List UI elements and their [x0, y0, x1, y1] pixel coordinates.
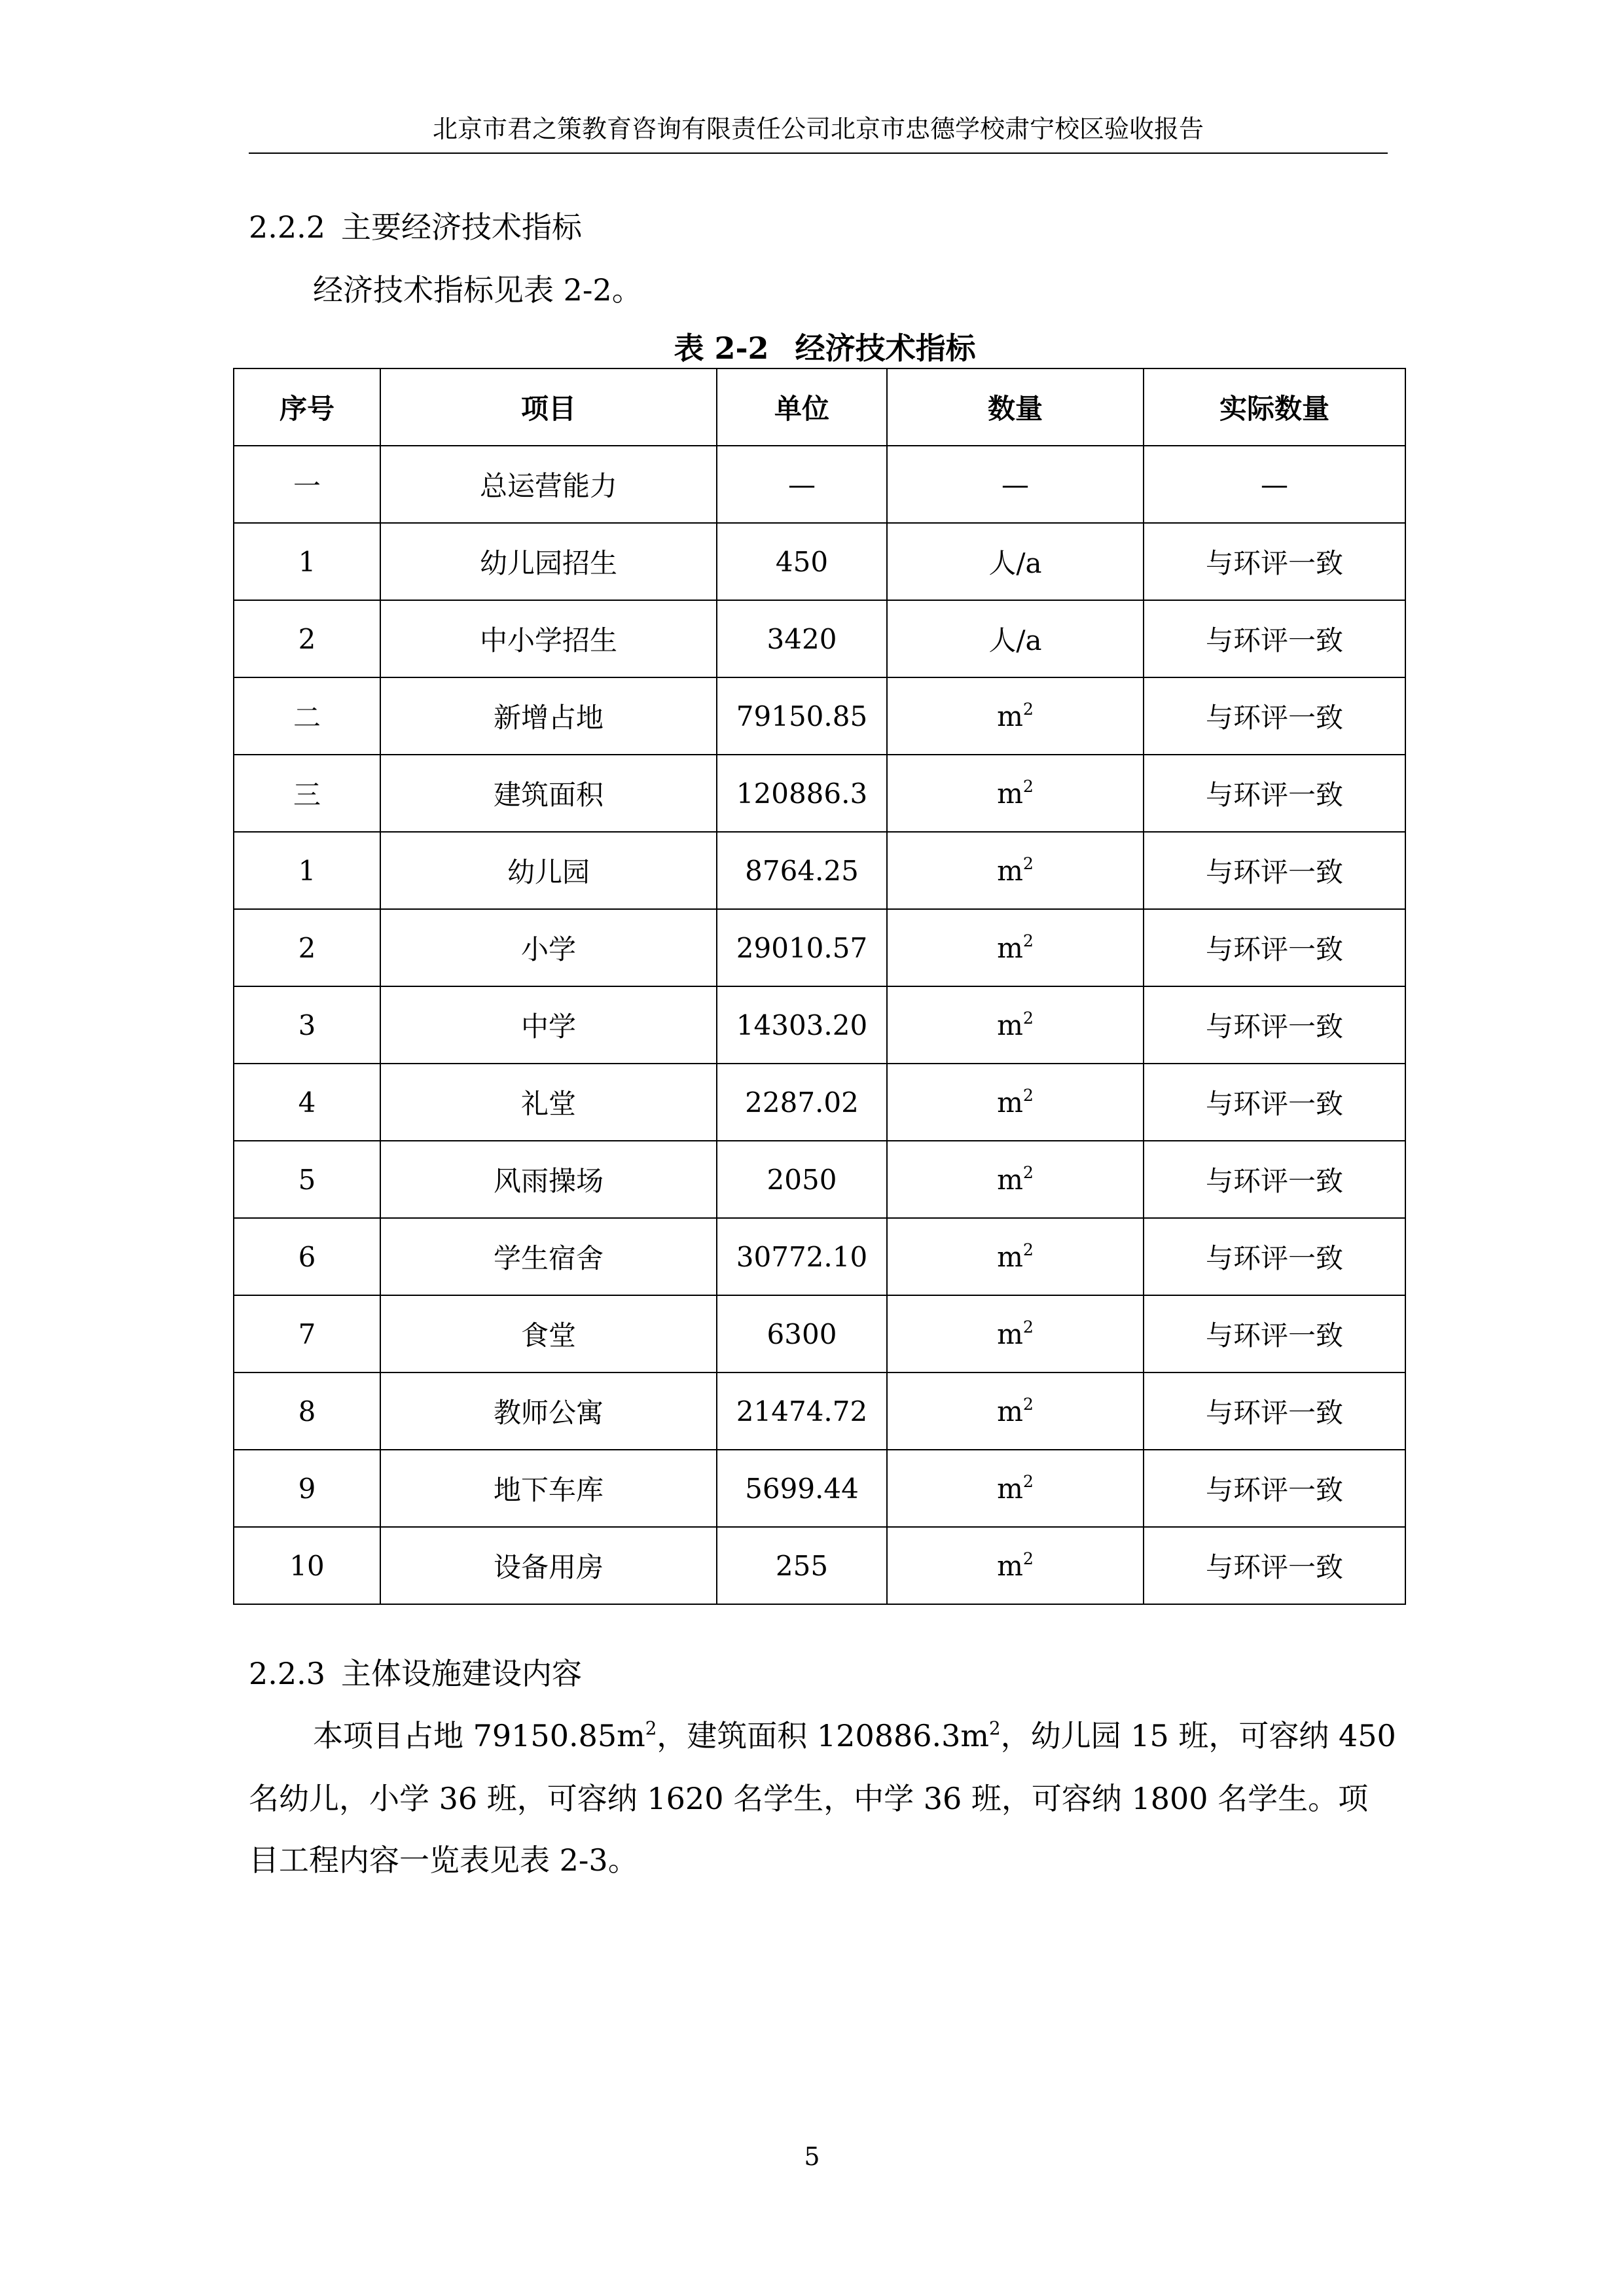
table-row — [234, 1450, 1405, 1527]
table-caption-number: 表 2-2 — [674, 331, 769, 366]
value-cell: — — [717, 446, 887, 523]
section-heading-2-2-3 — [249, 1654, 582, 1693]
unit-cell: $m^2$ — [887, 1527, 1144, 1604]
value-cell: 21474.72 — [717, 1372, 887, 1450]
seq-cell: 9 — [234, 1450, 380, 1527]
unit-cell: $m^2$ — [887, 755, 1144, 832]
table-row — [234, 446, 1405, 523]
item-cell: 幼儿园招生 — [380, 523, 717, 600]
table-row — [234, 1064, 1405, 1141]
value-cell: 450 — [717, 523, 887, 600]
table-row — [234, 832, 1405, 909]
value-cell: 8764.25 — [717, 832, 887, 909]
actual-cell: 与环评一致 — [1144, 909, 1405, 986]
item-cell: 地下车库 — [380, 1450, 717, 1527]
actual-cell: 与环评一致 — [1144, 1450, 1405, 1527]
header-cell: 单位 — [717, 368, 887, 446]
table-row — [234, 677, 1405, 755]
table-row — [234, 523, 1405, 600]
item-cell: 风雨操场 — [380, 1141, 717, 1218]
running-header: 北京市君之策教育咨询有限责任公司北京市忠德学校肃宁校区验收报告 — [432, 115, 1204, 143]
body-paragraph-line-1: 本项目占地 $79150.85m^2$，建筑面积 $120886.3m^2$，幼儿园 15 班，可容纳 450 — [313, 1717, 1396, 1753]
unit-cell: $m^2$ — [887, 1064, 1144, 1141]
item-cell: 总运营能力 — [380, 446, 717, 523]
section-title: 主体设施建设内容 — [341, 1656, 583, 1691]
seq-cell: 二 — [234, 677, 380, 755]
body-paragraph-line-2: 名幼儿，小学 36 班，可容纳 1620 名学生，中学 36 班，可容纳 1800 名学生。项 — [249, 1781, 1369, 1816]
table-row — [234, 909, 1405, 986]
unit-cell: $m^2$ — [887, 909, 1144, 986]
table-row — [234, 1372, 1405, 1450]
item-cell: 新增占地 — [380, 677, 717, 755]
unit-cell: $m^2$ — [887, 1295, 1144, 1372]
seq-cell: 三 — [234, 755, 380, 832]
actual-cell: 与环评一致 — [1144, 1218, 1405, 1295]
actual-cell: 与环评一致 — [1144, 1295, 1405, 1372]
table-row — [234, 1218, 1405, 1295]
unit-cell: $m^2$ — [887, 832, 1144, 909]
seq-cell: 4 — [234, 1064, 380, 1141]
item-cell: 教师公寓 — [380, 1372, 717, 1450]
table-body — [234, 446, 1405, 1604]
table-caption-title: 经济技术指标 — [795, 331, 976, 366]
seq-cell: 2 — [234, 600, 380, 677]
page-number: 5 — [804, 2142, 820, 2171]
value-cell: 120886.3 — [717, 755, 887, 832]
unit-cell: $m^2$ — [887, 986, 1144, 1064]
seq-cell: 6 — [234, 1218, 380, 1295]
unit-cell: $m^2$ — [887, 677, 1144, 755]
seq-cell: 2 — [234, 909, 380, 986]
actual-cell: 与环评一致 — [1144, 1527, 1405, 1604]
table-row — [234, 986, 1405, 1064]
actual-cell: 与环评一致 — [1144, 832, 1405, 909]
table-row — [234, 755, 1405, 832]
item-cell: 小学 — [380, 909, 717, 986]
value-cell: 30772.10 — [717, 1218, 887, 1295]
seq-cell: 10 — [234, 1527, 380, 1604]
unit-cell: — — [887, 446, 1144, 523]
actual-cell: 与环评一致 — [1144, 600, 1405, 677]
table-row — [234, 1295, 1405, 1372]
actual-cell: 与环评一致 — [1144, 1141, 1405, 1218]
actual-cell: 与环评一致 — [1144, 677, 1405, 755]
unit-cell: $m^2$ — [887, 1141, 1144, 1218]
unit-cell: $m^2$ — [887, 1450, 1144, 1527]
actual-cell: 与环评一致 — [1144, 986, 1405, 1064]
header-cell: 序号 — [234, 368, 380, 446]
seq-cell: 一 — [234, 446, 380, 523]
unit-cell: $m^2$ — [887, 1372, 1144, 1450]
seq-cell: 7 — [234, 1295, 380, 1372]
seq-cell: 8 — [234, 1372, 380, 1450]
table-caption — [249, 329, 1401, 368]
seq-cell: 1 — [234, 832, 380, 909]
actual-cell: — — [1144, 446, 1405, 523]
intro-paragraph: 经济技术指标见表 2-2。 — [313, 272, 642, 308]
actual-cell: 与环评一致 — [1144, 1064, 1405, 1141]
value-cell: 14303.20 — [717, 986, 887, 1064]
seq-cell: 1 — [234, 523, 380, 600]
unit-cell: 人/a — [887, 523, 1144, 600]
section-number: 2.2.3 — [249, 1656, 326, 1691]
actual-cell: 与环评一致 — [1144, 755, 1405, 832]
actual-cell: 与环评一致 — [1144, 1372, 1405, 1450]
item-cell: 食堂 — [380, 1295, 717, 1372]
actual-cell: 与环评一致 — [1144, 523, 1405, 600]
table-header-row — [234, 368, 1405, 446]
item-cell: 学生宿舍 — [380, 1218, 717, 1295]
body-paragraph-line-3: 目工程内容一览表见表 2-3。 — [249, 1842, 638, 1878]
item-cell: 幼儿园 — [380, 832, 717, 909]
seq-cell: 3 — [234, 986, 380, 1064]
section-title: 主要经济技术指标 — [341, 209, 583, 245]
section-heading-2-2-2 — [249, 207, 582, 247]
section-number: 2.2.2 — [249, 209, 326, 245]
table-row — [234, 1527, 1405, 1604]
seq-cell: 5 — [234, 1141, 380, 1218]
header-divider — [249, 152, 1388, 154]
item-cell: 中小学招生 — [380, 600, 717, 677]
header-cell: 项目 — [380, 368, 717, 446]
value-cell: 6300 — [717, 1295, 887, 1372]
item-cell: 中学 — [380, 986, 717, 1064]
unit-cell: $m^2$ — [887, 1218, 1144, 1295]
value-cell: 5699.44 — [717, 1450, 887, 1527]
value-cell: 79150.85 — [717, 677, 887, 755]
item-cell: 建筑面积 — [380, 755, 717, 832]
item-cell: 设备用房 — [380, 1527, 717, 1604]
table-row — [234, 600, 1405, 677]
value-cell: 29010.57 — [717, 909, 887, 986]
item-cell: 礼堂 — [380, 1064, 717, 1141]
table-row — [234, 1141, 1405, 1218]
header-cell: 实际数量 — [1144, 368, 1405, 446]
value-cell: 2287.02 — [717, 1064, 887, 1141]
unit-cell: 人/a — [887, 600, 1144, 677]
econ-indicator-table — [233, 368, 1406, 1605]
value-cell: 2050 — [717, 1141, 887, 1218]
header-cell: 数量 — [887, 368, 1144, 446]
value-cell: 255 — [717, 1527, 887, 1604]
value-cell: 3420 — [717, 600, 887, 677]
